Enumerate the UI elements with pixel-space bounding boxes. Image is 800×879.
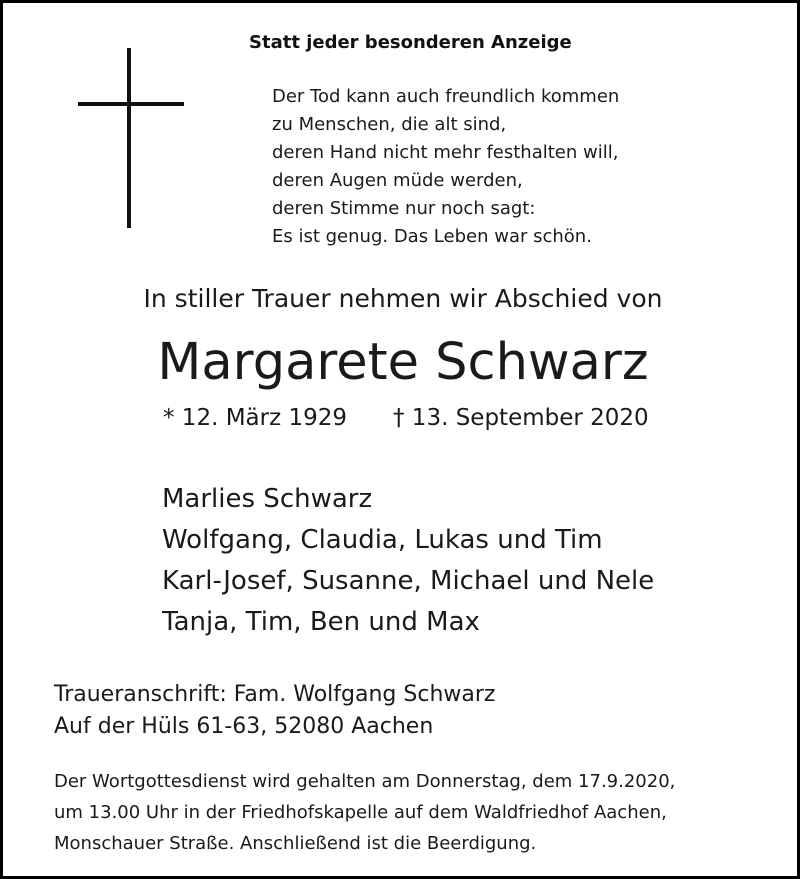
mourner-line: Tanja, Tim, Ben und Max xyxy=(162,607,480,637)
mourner-line: Wolfgang, Claudia, Lukas und Tim xyxy=(162,525,603,555)
service-line: Der Wortgottesdienst wird gehalten am Donnerstag, dem 17.9.2020, xyxy=(54,771,676,792)
service-line: um 13.00 Uhr in der Friedhofskapelle auf dem Waldfriedhof Aachen, xyxy=(54,802,667,823)
poem xyxy=(272,83,619,251)
death-date: † 13. September 2020 xyxy=(393,405,649,431)
poem-line: deren Stimme nur noch sagt: xyxy=(272,198,536,219)
deceased-name: Margarete Schwarz xyxy=(157,333,649,392)
mourner-line: Karl-Josef, Susanne, Michael und Nele xyxy=(162,566,655,596)
poem-line: Es ist genug. Das Leben war schön. xyxy=(272,226,592,247)
address-line: Auf der Hüls 61-63, 52080 Aachen xyxy=(54,714,434,739)
service-line: Monschauer Straße. Anschließend ist die Beerdigung. xyxy=(54,833,537,854)
mourners-list xyxy=(162,479,654,643)
mourning-address xyxy=(54,679,495,743)
mourner-line: Marlies Schwarz xyxy=(162,484,373,514)
birth-date: * 12. März 1929 xyxy=(163,405,348,431)
service-info xyxy=(54,766,675,859)
farewell-intro: In stiller Trauer nehmen wir Abschied von xyxy=(143,284,663,313)
poem-line: deren Hand nicht mehr festhalten will, xyxy=(272,142,619,163)
poem-line: zu Menschen, die alt sind, xyxy=(272,114,507,135)
cross-icon xyxy=(78,48,184,228)
poem-line: Der Tod kann auch freundlich kommen xyxy=(272,86,620,107)
notice-heading: Statt jeder besonderen Anzeige xyxy=(249,32,572,53)
address-line: Traueranschrift: Fam. Wolfgang Schwarz xyxy=(54,682,496,707)
poem-line: deren Augen müde werden, xyxy=(272,170,523,191)
